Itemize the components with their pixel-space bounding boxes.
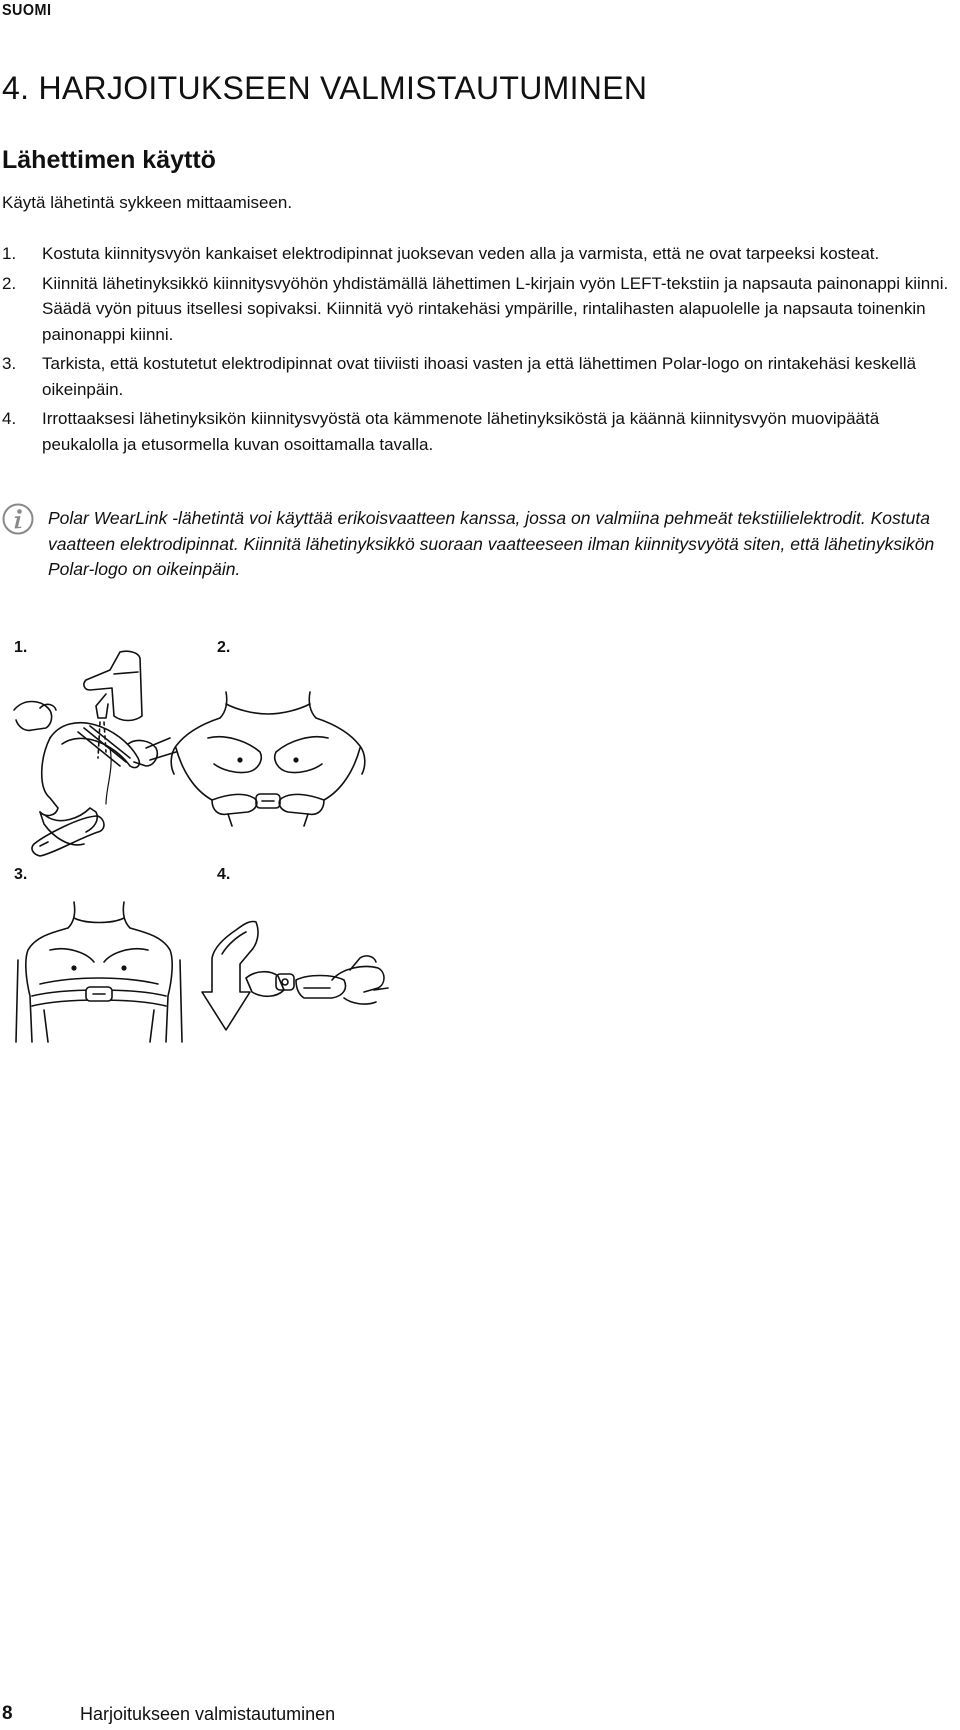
strap-worn-on-chest-illustration — [14, 900, 184, 1045]
step-number: 4. — [2, 409, 17, 428]
figure-label-3: 3. — [14, 866, 28, 883]
step-item — [2, 271, 952, 348]
step-text: Kostuta kiinnitysvyön kankaiset elektrodipinnat juoksevan veden alla ja varmista, että ne ovat tarpeeksi kosteat. — [42, 244, 880, 263]
step-text: Tarkista, että kostutetut elektrodipinnat ovat tiiviisti ihoasi vasten ja että lähettimen Polar-logo on rintakehäsi keskellä oikeinpäin. — [42, 354, 917, 399]
detaching-transmitter-illustration — [200, 918, 390, 1038]
steps-list — [2, 241, 952, 461]
step-number: 1. — [2, 244, 17, 263]
section-intro: Käytä lähetintä sykkeen mittaamiseen. — [2, 193, 293, 212]
info-icon — [2, 503, 34, 535]
page-number: 8 — [2, 1703, 13, 1724]
figure-label-4: 4. — [217, 866, 231, 883]
step-number: 2. — [2, 273, 17, 293]
step-item — [2, 241, 952, 267]
step-number: 3. — [2, 354, 17, 373]
figure-label-1: 1. — [14, 639, 28, 656]
section-tag: SUOMI — [2, 2, 52, 19]
section-title: Lähettimen käyttö — [2, 146, 216, 174]
footer-chapter-name: Harjoitukseen valmistautuminen — [80, 1704, 336, 1724]
step-item — [2, 351, 952, 402]
step-text: Kiinnitä lähetinyksikkö kiinnitysvyöhön yhdistämällä lähettimen L-kirjain vyön LEFT-tekstiin ja napsauta painonappi kiinni. Säädä vyön pituus itsellesi sopivaksi. Kiinnitä vyö rintakehäsi ympärille, rintalihasten alapuolelle ja napsauta toinenkin painonappi kiinni. — [42, 273, 949, 344]
step-item — [2, 406, 952, 457]
attaching-transmitter-illustration — [168, 690, 388, 830]
figure-label-2: 2. — [217, 639, 231, 656]
chapter-title: 4. HARJOITUKSEEN VALMISTAUTUMINEN — [2, 70, 648, 106]
note-text: Polar WearLink -lähetintä voi käyttää erikoisvaatteen kanssa, jossa on valmiina pehmeät tekstiilielektrodit. Kostuta vaatteen elektrodipinnat. Kiinnitä lähetinyksikkö suoraan vaatteeseen ilman kiinnitysvyötä siten, että lähetinyksikön Polar-logo on oikeinpäin. — [48, 508, 935, 579]
step-text: Irrottaaksesi lähetinyksikön kiinnitysvyöstä ota kämmenote lähetinyksiköstä ja käännä kiinnitysvyön muovipäätä peukalolla ja etusormella kuvan osoittamalla tavalla. — [42, 409, 880, 454]
